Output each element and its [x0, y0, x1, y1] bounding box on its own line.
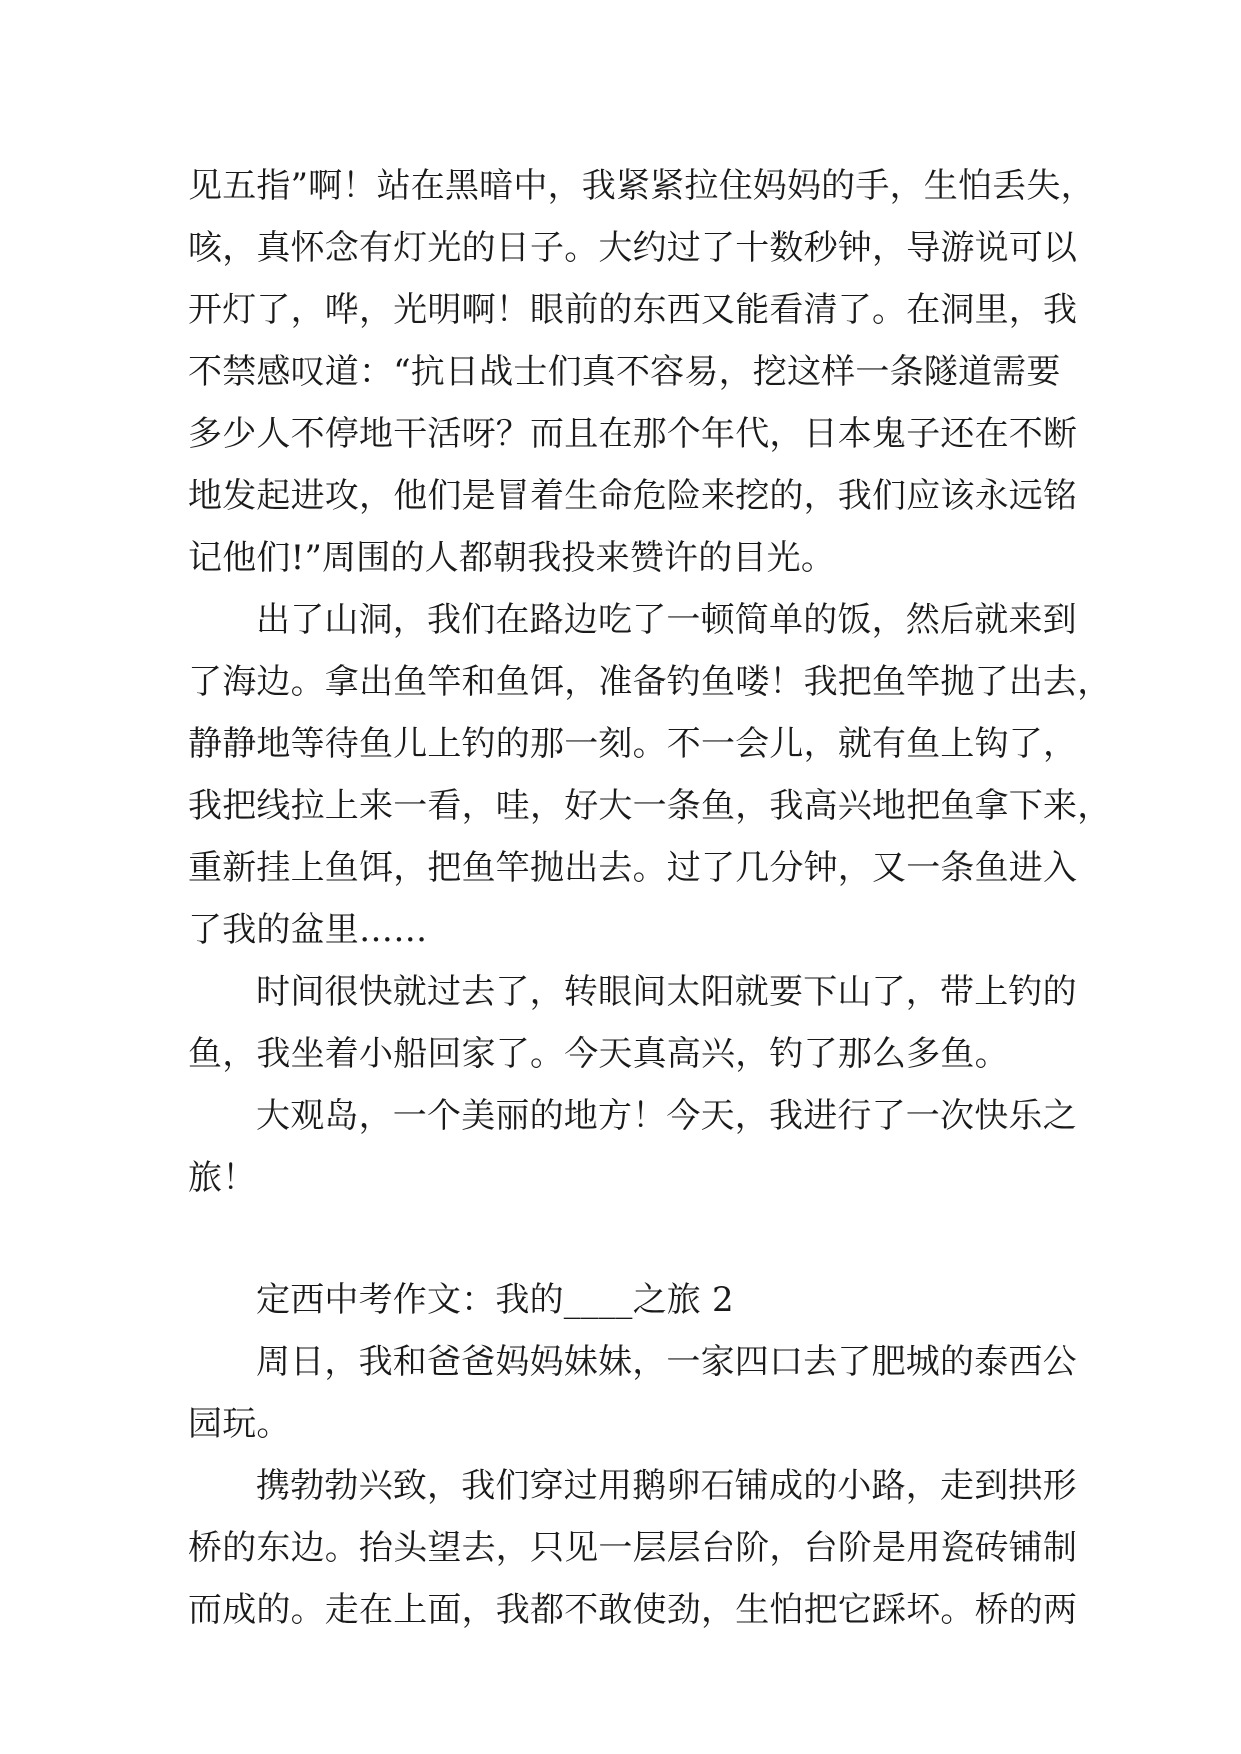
text-line: 开灯了，哗，光明啊！眼前的东西又能看清了。在洞里，我: [188, 290, 1078, 330]
text-line: 多少人不停地干活呀？而且在那个年代，日本鬼子还在不断: [188, 414, 1078, 454]
text-line: 周日，我和爸爸妈妈妹妹，一家四口去了肥城的泰西公: [256, 1342, 1077, 1382]
text-line: 记他们!”周围的人都朝我投来赞许的目光。: [188, 538, 836, 578]
paragraph-intro: [188, 1331, 1077, 1455]
text-line: 地发起进攻，他们是冒着生命危险来挖的，我们应该永远铭: [188, 476, 1078, 516]
text-line: 了海边。拿出鱼竿和鱼饵，准备钓鱼喽！我把鱼竿抛了出去，: [188, 662, 1112, 702]
text-line: 携勃勃兴致，我们穿过用鹅卵石铺成的小路，走到拱形: [256, 1466, 1077, 1506]
text-line: 旅！: [188, 1158, 257, 1198]
document-body: [188, 155, 1112, 1641]
text-line: 出了山洞，我们在路边吃了一顿简单的饭，然后就来到: [256, 600, 1077, 640]
text-line: 了我的盆里……: [188, 910, 428, 950]
text-line: 我把线拉上来一看，哇，好大一条鱼，我高兴地把鱼拿下来，: [188, 786, 1112, 826]
section-spacer: [188, 1209, 1058, 1269]
paragraph-tunnel: [188, 155, 1095, 589]
text-line: 鱼，我坐着小船回家了。今天真高兴，钓了那么多鱼。: [188, 1034, 1009, 1074]
essay-heading: 定西中考作文：我的____之旅 2: [256, 1280, 734, 1320]
paragraph-sunset: [188, 961, 1077, 1085]
paragraph-conclusion: [188, 1085, 1077, 1209]
text-line: 而成的。走在上面，我都不敢使劲，生怕把它踩坏。桥的两: [188, 1590, 1078, 1630]
text-line: 桥的东边。抬头望去，只见一层层台阶，台阶是用瓷砖铺制: [188, 1528, 1078, 1568]
text-line: 大观岛，一个美丽的地方！今天，我进行了一次快乐之: [256, 1096, 1077, 1136]
text-line: 园玩。: [188, 1404, 291, 1444]
paragraph-bridge: [188, 1455, 1078, 1641]
text-line: 静静地等待鱼儿上钓的那一刻。不一会儿，就有鱼上钩了，: [188, 724, 1078, 764]
text-line: 咳，真怀念有灯光的日子。大约过了十数秒钟，导游说可以: [188, 228, 1078, 268]
text-line: 重新挂上鱼饵，把鱼竿抛出去。过了几分钟，又一条鱼进入: [188, 848, 1078, 888]
text-line: 见五指”啊！站在黑暗中，我紧紧拉住妈妈的手，生怕丢失，: [188, 166, 1095, 206]
paragraph-fishing: [188, 589, 1112, 961]
text-line: 时间很快就过去了，转眼间太阳就要下山了，带上钓的: [256, 972, 1077, 1012]
text-line: 不禁感叹道：“抗日战士们真不容易，挖这样一条隧道需要: [188, 352, 1061, 392]
